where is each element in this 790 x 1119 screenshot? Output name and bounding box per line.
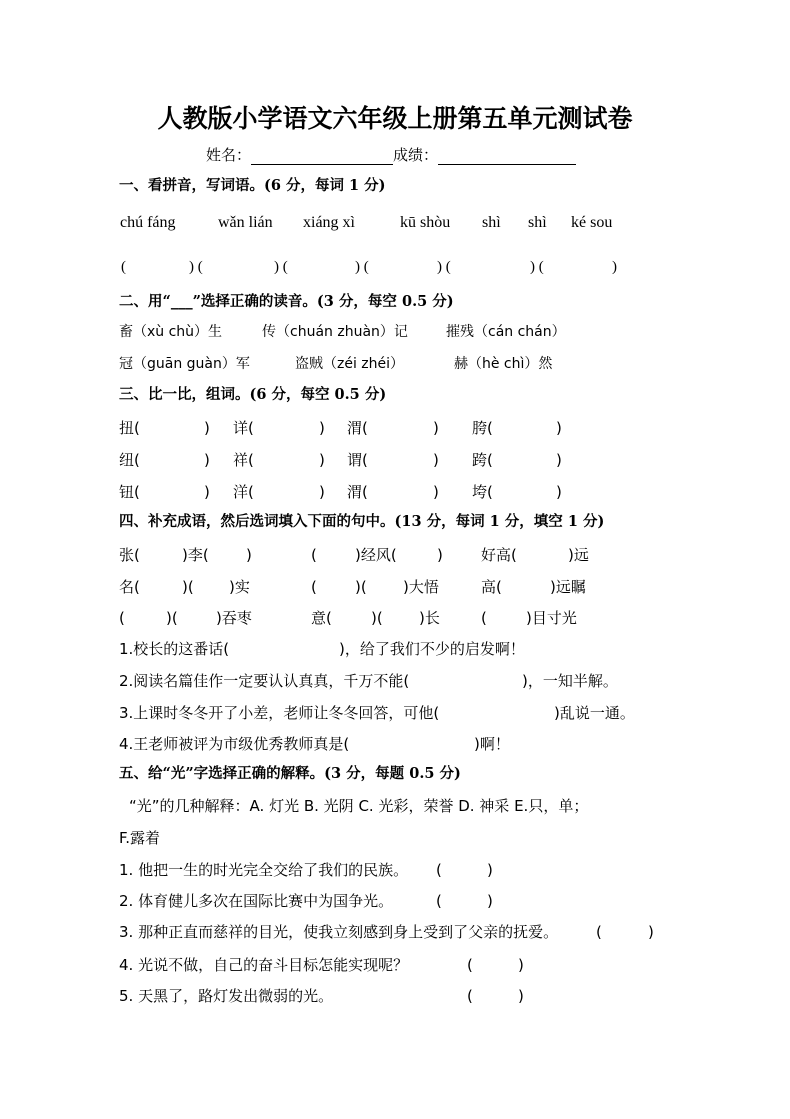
compare-word: 纽(	[119, 451, 140, 469]
sentence-2-end: )，一知半解。	[522, 672, 618, 690]
idiom-part: )目寸光	[526, 609, 577, 627]
idiom-part: 高(	[481, 578, 502, 596]
question-4: 4. 光说不做，自己的奋斗目标怎能实现呢？	[119, 956, 409, 974]
compare-word: 谓(	[347, 451, 368, 469]
idiom-part: )(	[182, 578, 194, 596]
reading-choice: 传（chuán zhuàn）记	[262, 324, 408, 340]
question-5-paren: )	[518, 987, 524, 1005]
idiom-part: )远	[568, 546, 589, 564]
sentence-2-start: 2.阅读名篇佳作一定要认认真真，千万不能(	[119, 672, 410, 690]
answer-blank-paren: ) (	[274, 259, 288, 275]
question-4-paren: )	[518, 956, 524, 974]
question-5: 5. 天黑了，路灯发出微弱的光。	[119, 987, 334, 1005]
idiom-part: 名(	[119, 578, 140, 596]
idiom-part: )大悟	[403, 578, 439, 596]
reading-choice: 冠（guān guàn）军	[119, 356, 250, 372]
compare-word: )	[433, 451, 439, 469]
idiom-part: )(	[371, 609, 383, 627]
compare-word: )	[204, 483, 210, 501]
section-5-header: 五、给“光”字选择正确的解释。(3 分，每题 0.5 分)	[119, 765, 461, 782]
name-field[interactable]	[251, 148, 393, 165]
question-1-paren: )	[487, 861, 493, 879]
question-3: 3. 那种正直而慈祥的目光，使我立刻感到身上受到了父亲的抚爱。	[119, 923, 559, 941]
idiom-part: )(	[355, 578, 367, 596]
section-1-header: 一、看拼音，写词语。(6 分，每词 1 分)	[119, 177, 386, 194]
answer-blank-paren: )	[612, 259, 617, 275]
question-2-paren: )	[487, 892, 493, 910]
info-line	[206, 145, 576, 165]
question-1: 1. 他把一生的时光完全交给了我们的民族。	[119, 861, 409, 879]
reading-choice: 畜（xù chù）生	[119, 324, 223, 340]
pinyin-5: shì	[482, 214, 501, 231]
page-title: 人教版小学语文六年级上册第五单元测试卷	[157, 104, 633, 133]
reading-choice: 盗贼（zéi zhéi）	[295, 356, 405, 372]
compare-word: )	[556, 419, 562, 437]
compare-word: )	[556, 451, 562, 469]
name-label: 姓名：	[206, 146, 252, 164]
reading-choice: 赫（hè chì）然	[454, 356, 553, 372]
compare-word: 钮(	[119, 483, 140, 501]
answer-blank-paren: ) (	[437, 259, 451, 275]
question-2-paren: (	[436, 892, 442, 910]
idiom-part: 意(	[311, 609, 332, 627]
pinyin-1: chú fáng	[120, 214, 176, 231]
compare-word: )	[204, 419, 210, 437]
compare-word: 渭(	[347, 419, 368, 437]
section-3-header: 三、比一比，组词。(6 分，每空 0.5 分)	[119, 386, 387, 403]
idiom-part: (	[311, 546, 317, 564]
idiom-part: 张(	[119, 546, 140, 564]
sentence-3-start: 3.上课时冬冬开了小差，老师让冬冬回答，可他(	[119, 704, 440, 722]
compare-word: )	[204, 451, 210, 469]
definitions-line-2: F.露着	[119, 829, 160, 847]
compare-word: 祥(	[233, 451, 254, 469]
sentence-4-start: 4.王老师被评为市级优秀教师真是(	[119, 735, 350, 753]
question-5-paren: (	[467, 987, 473, 1005]
pinyin-3: xiáng xì	[303, 214, 355, 231]
answer-blank-paren: ) (	[530, 259, 544, 275]
question-1-paren: (	[436, 861, 442, 879]
idiom-part: )	[437, 546, 443, 564]
compare-word: 详(	[233, 419, 254, 437]
idiom-part: )远瞩	[550, 578, 586, 596]
question-3-paren: )	[648, 923, 654, 941]
answer-blank-paren: ) (	[355, 259, 369, 275]
reading-choice: 摧残（cán chán）	[446, 324, 566, 340]
score-field[interactable]	[438, 148, 576, 165]
pinyin-6: shì	[528, 214, 547, 231]
sentence-4-end: )啊！	[474, 735, 510, 753]
question-3-paren: (	[596, 923, 602, 941]
compare-word: )	[319, 419, 325, 437]
answer-blank-paren: ) (	[189, 259, 203, 275]
pinyin-7: ké sou	[571, 214, 613, 231]
question-2: 2. 体育健儿多次在国际比赛中为国争光。	[119, 892, 394, 910]
answer-blank-paren: (	[121, 259, 126, 275]
idiom-part: )吞枣	[216, 609, 252, 627]
compare-word: 洋(	[233, 483, 254, 501]
compare-word: )	[433, 419, 439, 437]
compare-word: )	[433, 483, 439, 501]
pinyin-4: kū shòu	[400, 214, 451, 231]
compare-word: 渭(	[347, 483, 368, 501]
score-label: 成绩：	[393, 146, 439, 164]
idiom-part: )李(	[182, 546, 209, 564]
section-2-header: 二、用“___”选择正确的读音。(3 分，每空 0.5 分)	[119, 293, 454, 310]
compare-word: )	[319, 483, 325, 501]
sentence-1-end: )，给了我们不少的启发啊！	[339, 640, 525, 658]
question-4-paren: (	[467, 956, 473, 974]
compare-word: 扭(	[119, 419, 140, 437]
sentence-1-start: 1.校长的这番话(	[119, 640, 230, 658]
idiom-part: )经风(	[355, 546, 397, 564]
idiom-part: )长	[419, 609, 440, 627]
idiom-part: )	[246, 546, 252, 564]
sentence-3-end: )乱说一通。	[554, 704, 635, 722]
idiom-part: (	[119, 609, 125, 627]
idiom-part: (	[481, 609, 487, 627]
idiom-part: )实	[229, 578, 250, 596]
section-4-header: 四、补充成语，然后选词填入下面的句中。(13 分，每词 1 分，填空 1 分)	[119, 513, 605, 530]
compare-word: )	[319, 451, 325, 469]
compare-word: 垮(	[472, 483, 493, 501]
compare-word: 胯(	[472, 419, 493, 437]
definitions-line-1: “光”的几种解释：A. 灯光 B. 光阴 C. 光彩，荣誉 D. 神采 E.只，单；	[129, 797, 589, 815]
idiom-part: )(	[166, 609, 178, 627]
compare-word: 跨(	[472, 451, 493, 469]
compare-word: )	[556, 483, 562, 501]
idiom-part: 好高(	[481, 546, 517, 564]
pinyin-2: wǎn lián	[218, 214, 273, 231]
idiom-part: (	[311, 578, 317, 596]
